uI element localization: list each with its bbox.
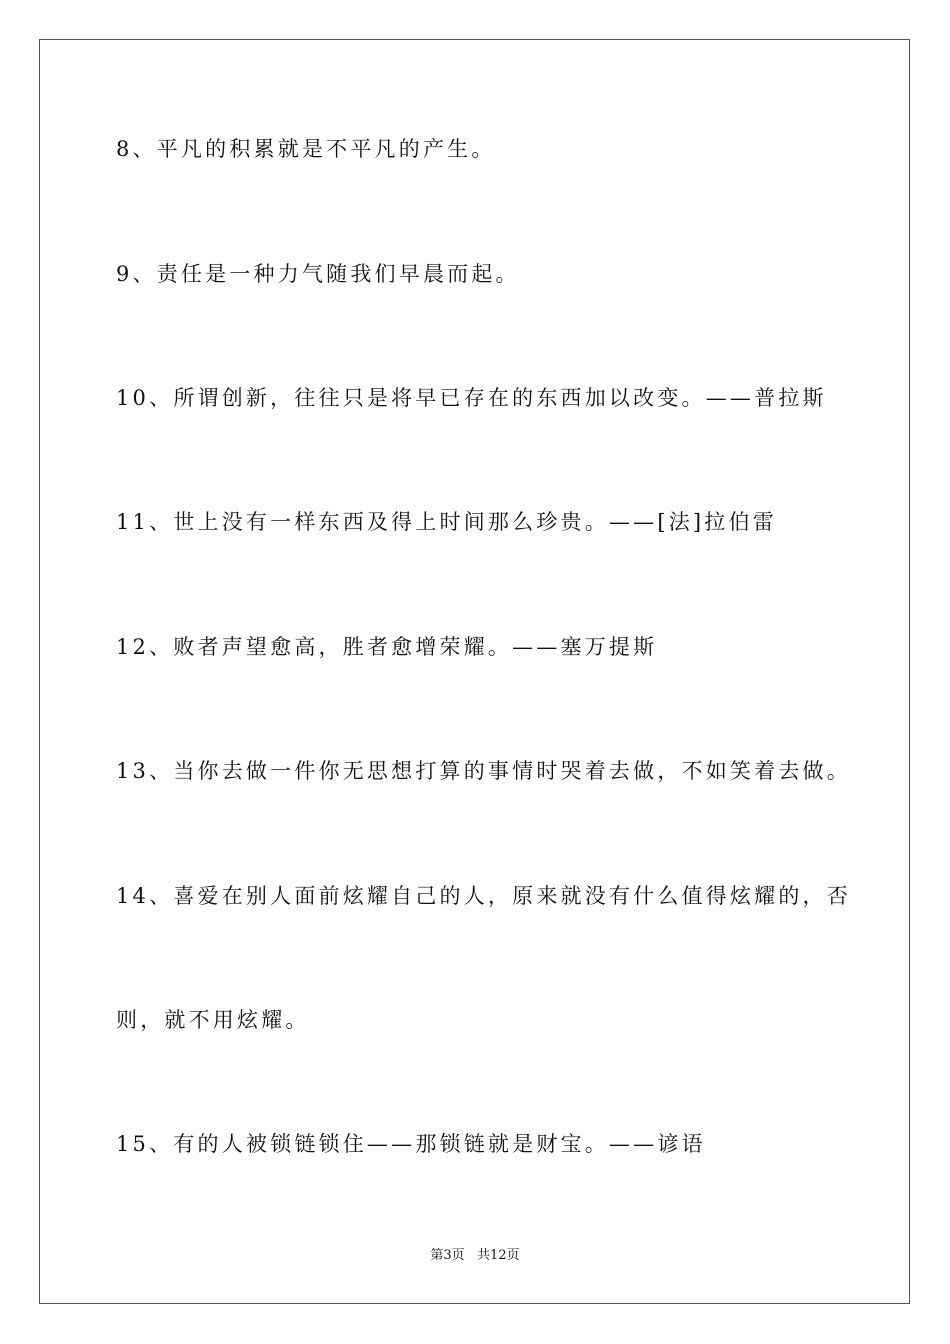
quote-13: 13、当你去做一件你无思想打算的事情时哭着去做，不如笑着去做。 [116,759,851,783]
page-number: 第3页 共12页 [430,1248,520,1263]
quote-8: 8、平凡的积累就是不平凡的产生。 [116,137,496,161]
quote-14-line-1: 14、喜爱在别人面前炫耀自己的人，原来就没有什么值得炫耀的，否 [116,884,851,908]
quote-15: 15、有的人被锁链锁住——那锁链就是财宝。——谚语 [116,1132,706,1156]
quote-14-line-2: 则，就不用炫耀。 [116,1008,310,1032]
quote-9: 9、责任是一种力气随我们早晨而起。 [116,262,520,286]
quote-10: 10、所谓创新，往往只是将早已存在的东西加以改变。——普拉斯 [116,386,827,410]
quote-12: 12、败者声望愈高，胜者愈增荣耀。——塞万提斯 [116,635,658,659]
quote-11: 11、世上没有一样东西及得上时间那么珍贵。——[法]拉伯雷 [116,510,777,534]
page-border [39,39,910,1304]
